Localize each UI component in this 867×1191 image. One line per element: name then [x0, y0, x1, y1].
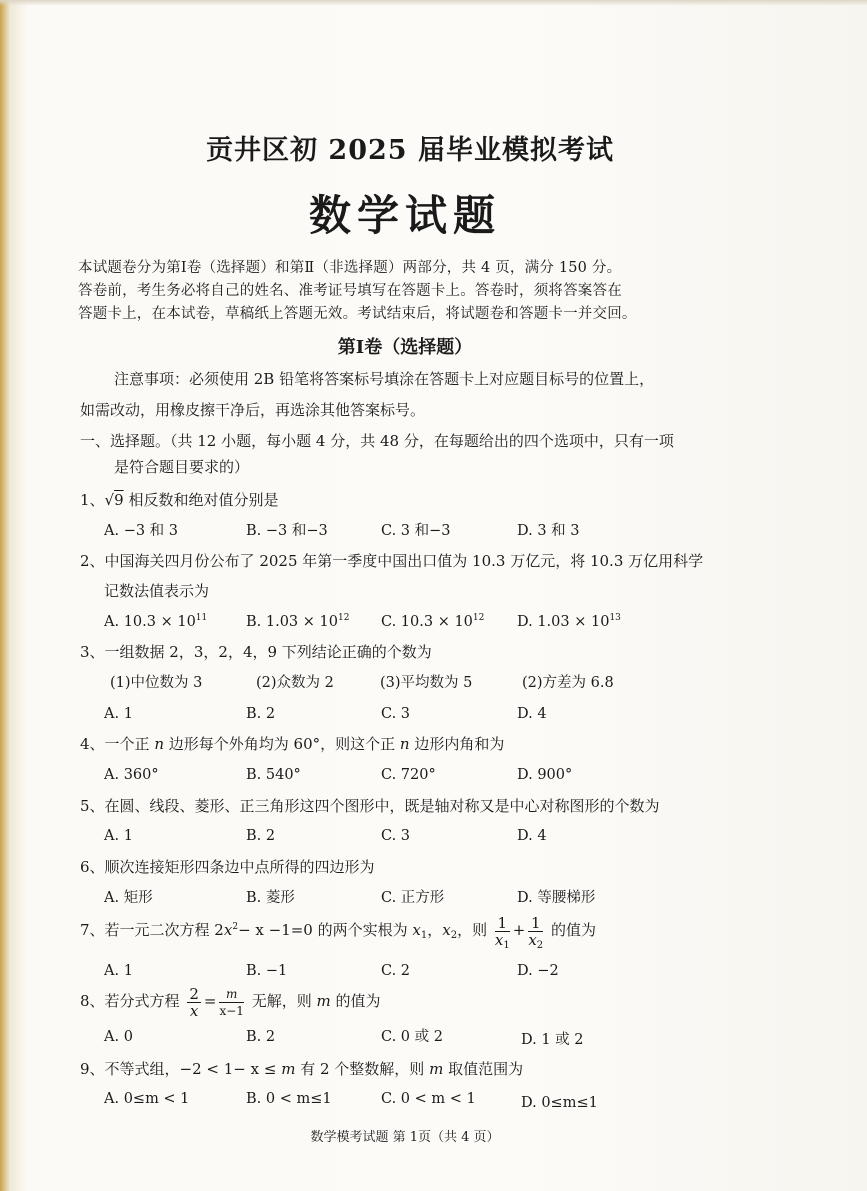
- q6-option-c: C. 正方形: [381, 890, 445, 906]
- q2-option-d: D. $1.03 \times 10^{13}$: [517, 613, 621, 630]
- exam-title: 贡井区初 2025 届毕业模拟考试: [206, 135, 614, 166]
- q3-statement-3: (3)平均数为 5: [380, 675, 473, 691]
- subject-title: 数学试题: [308, 191, 501, 240]
- intro-line-3: 答题卡上，在本试卷，草稿纸上答题无效。考试结束后，将试题卷和答题卡一并交回。: [78, 306, 637, 322]
- q5-option-b: B. 2: [246, 828, 276, 844]
- notice-line-2: 如需改动，用橡皮擦干净后，再选涂其他答案标号。: [80, 401, 426, 419]
- q1-option-d: D. 3 和 3: [517, 523, 580, 539]
- fraction-1-over-x1: $\frac{1}{x_1}$: [494, 913, 510, 951]
- notice-line-1: 注意事项：必须使用 2B 铅笔将答案标号填涂在答题卡上对应题目标号的位置上，: [114, 370, 655, 388]
- fraction-m-over-x-minus-1: $\frac{m}{x-1}$: [219, 986, 244, 1018]
- question-4: 4、一个正 n 边形每个外角均为 60°，则这个正 n 边形内角和为: [80, 735, 505, 753]
- q7-option-a: A. 1: [104, 963, 133, 979]
- fraction-1-over-x2: $\frac{1}{x_2}$: [528, 913, 544, 951]
- intro-line-2: 答卷前，考生务必将自己的姓名、准考证号填写在答题卡上。答卷时，须将答案答在: [78, 283, 622, 299]
- q9-option-d: D. 0≤m≤1: [521, 1095, 598, 1111]
- q9-option-b: B. 0 < m≤1: [246, 1091, 332, 1107]
- q5-option-a: A. 1: [104, 828, 133, 844]
- q7-option-b: B. −1: [246, 963, 288, 979]
- question-9: 9、不等式组，−2 < 1− x ≤ m 有 2 个整数解，则 m 取值范围为: [80, 1060, 524, 1078]
- q1-option-a: A. −3 和 3: [104, 523, 179, 539]
- q8-option-b: B. 2: [246, 1029, 276, 1045]
- question-7: 7、若一元二次方程 $2x^2- x -1=0$ 的两个实根为 $x_1$，$x_2$，则 $\frac{1}{x_1}$ + $\frac{1}{x_2}$ 的值为: [80, 913, 596, 951]
- q9-option-a: A. 0≤m < 1: [104, 1091, 190, 1107]
- q3-option-d: D. 4: [517, 706, 547, 722]
- q7-option-c: C. 2: [381, 963, 411, 979]
- q3-option-b: B. 2: [246, 706, 276, 722]
- q3-option-a: A. 1: [104, 706, 133, 722]
- question-2-line-1: 2、中国海关四月份公布了 2025 年第一季度中国出口值为 10.3 万亿元，将 10.3 万亿用科学: [80, 552, 704, 570]
- question-5: 5、在圆、线段、菱形、正三角形这四个图形中，既是轴对称又是中心对称图形的个数为: [80, 797, 660, 815]
- question-3: 3、一组数据 2，3，2，4，9 下列结论正确的个数为: [80, 643, 432, 661]
- q2-option-b: B. $1.03 \times 10^{12}$: [246, 613, 350, 630]
- q4-option-a: A. 360°: [104, 767, 159, 783]
- q3-statement-4: (2)方差为 6.8: [522, 675, 614, 691]
- q6-option-a: A. 矩形: [104, 890, 153, 906]
- q2-option-a: A. $10.3 \times 10^{11}$: [104, 613, 208, 630]
- q1-option-b: B. −3 和−3: [246, 523, 328, 539]
- sqrt-symbol: √: [104, 491, 115, 509]
- q6-option-d: D. 等腰梯形: [517, 890, 596, 906]
- q3-option-c: C. 3: [381, 706, 411, 722]
- page-footer: 数学模考试题 第 1页（共 4 页）: [310, 1130, 500, 1145]
- part-heading-2: 是符合题目要求的）: [114, 458, 250, 476]
- q1-option-c: C. 3 和−3: [381, 523, 451, 539]
- part-heading-1: 一、选择题。（共 12 小题，每小题 4 分，共 48 分，在每题给出的四个选项中，只有一项: [80, 432, 674, 450]
- fraction-2-over-x: $\frac{2}{x}$: [189, 984, 199, 1020]
- q6-option-b: B. 菱形: [246, 890, 295, 906]
- intro-line-1: 本试题卷分为第Ⅰ卷（选择题）和第Ⅱ（非选择题）两部分，共 4 页，满分 150 分。: [78, 260, 622, 276]
- q5-option-c: C. 3: [381, 828, 411, 844]
- paper-edge: [0, 0, 867, 6]
- section-title: 第Ⅰ卷（选择题）: [337, 337, 473, 358]
- q4-option-d: D. 900°: [517, 767, 573, 783]
- q8-option-a: A. 0: [104, 1029, 133, 1045]
- q8-option-d: D. 1 或 2: [521, 1032, 584, 1048]
- q2-option-c: C. $10.3 \times 10^{12}$: [381, 613, 485, 630]
- question-1: 1、√9 相反数和绝对值分别是: [80, 491, 279, 509]
- q7-option-d: D. −2: [517, 963, 559, 979]
- question-8: 8、若分式方程 $\frac{2}{x}$ = $\frac{m}{x-1}$ 无解，则 m 的值为: [80, 984, 381, 1020]
- q3-statement-1: (1)中位数为 3: [110, 675, 203, 691]
- q8-option-c: C. 0 或 2: [381, 1029, 443, 1045]
- q4-option-c: C. 720°: [381, 767, 436, 783]
- question-6: 6、顺次连接矩形四条边中点所得的四边形为: [80, 858, 375, 876]
- question-2-line-2: 记数法值表示为: [104, 582, 210, 600]
- q4-option-b: B. 540°: [246, 767, 301, 783]
- q5-option-d: D. 4: [517, 828, 547, 844]
- q3-statement-2: (2)众数为 2: [256, 675, 334, 691]
- q9-option-c: C. 0 < m < 1: [381, 1091, 476, 1107]
